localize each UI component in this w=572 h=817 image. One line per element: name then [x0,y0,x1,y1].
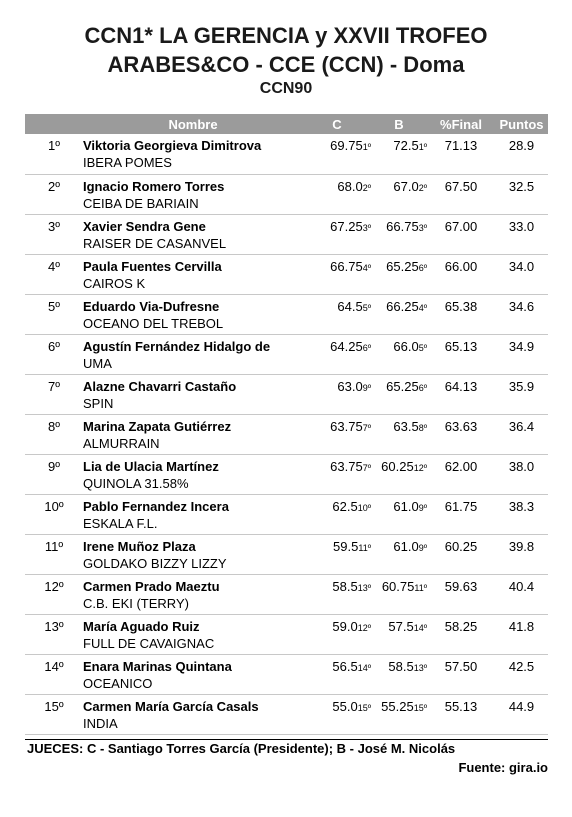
rider-name: Alazne Chavarri Castaño [83,378,237,394]
name-cell [83,654,303,694]
final-percent: 65.38 [444,298,478,314]
horse-name: CAIROS K [83,275,146,291]
rank-c: 5º [362,302,371,313]
page-subtitle: CCN90 [259,80,313,97]
horse-name: OCEANICO [83,675,153,691]
horse-name: UMA [83,355,112,371]
name-cell [83,134,303,174]
rank-c: 15º [357,702,371,713]
name-cell [83,374,303,414]
name-cell [83,294,303,334]
page-title [0,21,572,79]
points: 44.9 [508,698,535,714]
points: 39.8 [508,538,535,554]
final-percent: 66.00 [444,258,478,274]
title-line-1: CCN1* LA GERENCIA y XXVII TROFEO [84,23,488,48]
score-b-cell [371,414,427,454]
position-cell [25,294,83,334]
points-cell [495,334,548,374]
title-line-2: ARABES&CO - CCE (CCN) - Doma [107,52,465,77]
final-cell [427,374,495,414]
table-row [25,534,548,574]
score-b: 60.25 [381,458,414,474]
position-cell [25,174,83,214]
score-c-cell [303,654,371,694]
rider-name: Xavier Sendra Gene [83,218,206,234]
points: 32.5 [508,178,535,194]
final-cell [427,614,495,654]
rider-name: Pablo Fernandez Incera [83,498,229,514]
score-c-cell [303,454,371,494]
table-row [25,254,548,294]
score-b-cell [371,174,427,214]
score-b: 67.0 [393,178,419,194]
rank-b: 5º [418,342,427,353]
score-c-cell [303,214,371,254]
position-cell [25,374,83,414]
points-cell [495,374,548,414]
final-percent: 71.13 [444,138,478,153]
score-b: 66.0 [393,338,419,354]
table-row [25,574,548,614]
rank-b: 6º [418,262,427,273]
score-b: 65.25 [386,378,419,394]
position: 5º [48,298,60,314]
points-cell [495,254,548,294]
position: 8º [48,418,60,434]
score-c-cell [303,294,371,334]
position: 7º [48,378,60,394]
score-c-cell [303,174,371,214]
points-cell [495,134,548,174]
footer [25,739,548,775]
rider-name: Agustín Fernández Hidalgo de [83,338,271,354]
score-c: 63.0 [337,378,363,394]
position-cell [25,454,83,494]
final-cell [427,494,495,534]
final-cell [427,174,495,214]
horse-name: C.B. EKI (TERRY) [83,595,189,611]
results-body [25,134,548,734]
position: 11º [44,538,64,554]
score-c: 66.75 [330,258,363,274]
table-row [25,454,548,494]
column-header-position [25,114,83,134]
score-c: 62.5 [332,498,358,514]
final-cell [427,254,495,294]
rank-b: 4º [418,302,427,313]
table-row [25,414,548,454]
source-note: Fuente: gira.io [458,760,548,775]
final-cell [427,414,495,454]
name-cell [83,694,303,734]
horse-name: QUINOLA 31.58% [83,475,189,491]
score-c: 58.5 [332,578,358,594]
position: 13º [44,618,64,634]
score-b: 58.5 [388,658,414,674]
points: 28.9 [508,138,535,153]
table-row [25,294,548,334]
score-b: 61.0 [393,538,419,554]
rider-name: Paula Fuentes Cervilla [83,258,222,274]
final-percent: 59.63 [444,578,478,594]
score-b: 66.75 [386,218,419,234]
score-b: 66.25 [386,298,419,314]
position-cell [25,134,83,174]
points: 38.3 [508,498,535,514]
rank-b: 6º [418,382,427,393]
name-cell [83,254,303,294]
rank-b: 11º [414,582,427,593]
score-c: 64.5 [337,298,363,314]
rider-name: Carmen María García Casals [83,698,259,714]
position: 3º [48,218,60,234]
rider-name: María Aguado Ruiz [83,618,200,634]
score-b: 63.5 [393,418,419,434]
table-row [25,654,548,694]
rider-name: Ignacio Romero Torres [83,178,225,194]
final-cell [427,214,495,254]
rank-b: 3º [418,222,427,233]
points: 34.9 [508,338,535,354]
position-cell [25,254,83,294]
final-cell [427,694,495,734]
final-cell [427,534,495,574]
rank-c: 7º [362,462,371,473]
rank-c: 10º [357,502,371,513]
rank-b: 15º [413,702,427,713]
points: 33.0 [508,218,535,234]
score-c: 55.0 [332,698,358,714]
position-cell [25,574,83,614]
score-c-cell [303,694,371,734]
rank-b: 13º [413,662,427,673]
score-b-cell [371,214,427,254]
rank-c: 4º [362,262,371,273]
name-cell [83,534,303,574]
name-cell [83,574,303,614]
table-row [25,134,548,174]
horse-name: ALMURRAIN [83,435,160,451]
rider-name: Lia de Ulacia Martínez [83,458,219,474]
score-b-cell [371,494,427,534]
final-percent: 62.00 [444,458,478,474]
table-row [25,214,548,254]
rank-b: 1º [418,142,427,152]
points: 34.6 [508,298,535,314]
rank-c: 2º [362,182,371,193]
score-b: 60.75 [381,578,415,594]
name-cell [83,494,303,534]
score-c: 59.5 [333,538,359,554]
final-percent: 63.63 [444,418,478,434]
score-c-cell [303,254,371,294]
table-row [25,374,548,414]
final-cell [427,294,495,334]
position-cell [25,214,83,254]
score-b-cell [371,614,427,654]
score-c: 59.0 [332,618,358,634]
horse-name: FULL DE CAVAIGNAC [83,635,215,651]
final-percent: 61.75 [444,498,478,514]
rank-b: 12º [413,462,427,473]
score-c: 63.75 [330,458,363,474]
horse-name: SPIN [83,395,114,411]
rank-c: 11º [358,542,371,553]
score-b-cell [371,534,427,574]
points-cell [495,214,548,254]
final-cell [427,654,495,694]
rank-c: 9º [362,382,371,393]
final-percent: 60.25 [444,538,478,554]
score-b-cell [371,654,427,694]
name-cell [83,334,303,374]
rank-c: 6º [362,342,371,353]
score-b-cell [371,694,427,734]
score-c-cell [303,534,371,574]
rider-name: Carmen Prado Maeztu [83,578,220,594]
name-cell [83,174,303,214]
score-b-cell [371,254,427,294]
score-b: 57.5 [388,618,414,634]
points-cell [495,574,548,614]
position: 1º [48,138,60,153]
final-percent: 64.13 [444,378,478,394]
score-b: 65.25 [386,258,419,274]
table-row [25,614,548,654]
position: 2º [48,178,60,194]
points: 38.0 [508,458,535,474]
rider-name: Irene Muñoz Plaza [83,538,196,554]
points-cell [495,294,548,334]
horse-name: RAISER DE CASANVEL [83,235,227,251]
score-b-cell [371,334,427,374]
position-cell [25,334,83,374]
score-c-cell [303,374,371,414]
points-cell [495,174,548,214]
score-c-cell [303,134,371,174]
points-cell [495,614,548,654]
judges-note: JUECES: C - Santiago Torres García (Presidente); B - José M. Nicolás [27,741,456,756]
position: 12º [44,578,64,594]
position: 9º [48,458,60,474]
score-c: 69.75 [330,138,363,153]
points: 34.0 [508,258,535,274]
rider-name: Enara Marinas Quintana [83,658,232,674]
score-c: 56.5 [332,658,358,674]
horse-name: OCEANO DEL TREBOL [83,315,224,331]
final-percent: 67.50 [444,178,478,194]
final-cell [427,454,495,494]
rider-name: Eduardo Via-Dufresne [83,298,220,314]
position-cell [25,654,83,694]
horse-name: IBERA POMES [83,155,172,170]
points-cell [495,654,548,694]
final-cell [427,334,495,374]
horse-name: ESKALA F.L. [83,515,158,531]
score-c: 64.25 [330,338,363,354]
points-cell [495,534,548,574]
score-b-cell [371,294,427,334]
column-header-final: %Final [427,114,495,134]
points-cell [495,454,548,494]
horse-name: GOLDAKO BIZZY LIZZY [83,555,227,571]
score-c-cell [303,494,371,534]
points: 42.5 [508,658,535,674]
points: 36.4 [508,418,535,434]
score-c: 67.25 [330,218,363,234]
rank-c: 7º [362,422,371,433]
rank-b: 2º [418,182,427,193]
final-percent: 57.50 [444,658,478,674]
position: 14º [44,658,64,674]
score-b: 55.25 [381,698,414,714]
column-header-puntos: Puntos [495,114,548,134]
column-header-b: B [371,114,427,134]
results-table [25,114,548,735]
score-b-cell [371,454,427,494]
score-c: 68.0 [337,178,363,194]
rank-c: 12º [357,622,371,633]
table-row [25,334,548,374]
score-b-cell [371,374,427,414]
table-row [25,694,548,734]
table-row [25,494,548,534]
position: 15º [44,698,64,714]
position-cell [25,414,83,454]
name-cell [83,614,303,654]
score-c: 63.75 [330,418,363,434]
rank-c: 1º [362,142,371,152]
position: 10º [44,498,64,514]
points: 41.8 [508,618,535,634]
score-c-cell [303,414,371,454]
rank-b: 8º [418,422,427,433]
table-header-row [25,114,548,134]
rank-b: 9º [418,542,427,553]
column-header-c: C [303,114,371,134]
rank-b: 9º [418,502,427,513]
final-cell [427,134,495,174]
points-cell [495,494,548,534]
points: 35.9 [508,378,535,394]
name-cell [83,214,303,254]
position-cell [25,614,83,654]
rank-c: 3º [362,222,371,233]
points-cell [495,694,548,734]
rank-b: 14º [413,622,427,633]
position-cell [25,694,83,734]
score-b-cell [371,574,427,614]
horse-name: INDIA [83,715,118,731]
score-b: 72.5 [393,138,419,153]
position: 4º [48,258,60,274]
points: 40.4 [508,578,535,594]
final-cell [427,574,495,614]
score-b: 61.0 [393,498,419,514]
points-cell [495,414,548,454]
final-percent: 65.13 [444,338,478,354]
table-row [25,174,548,214]
column-header-nombre: Nombre [83,114,303,134]
position-cell [25,534,83,574]
horse-name: CEIBA DE BARIAIN [83,195,199,211]
score-c-cell [303,614,371,654]
score-b-cell [371,134,427,174]
name-cell [83,454,303,494]
rank-c: 13º [357,582,371,593]
score-c-cell [303,334,371,374]
position-cell [25,494,83,534]
final-percent: 67.00 [444,218,478,234]
rank-c: 14º [357,662,371,673]
rider-name: Viktoria Georgieva Dimitrova [83,138,262,153]
rider-name: Marina Zapata Gutiérrez [83,418,232,434]
final-percent: 58.25 [444,618,478,634]
position: 6º [48,338,60,354]
final-percent: 55.13 [444,698,478,714]
score-c-cell [303,574,371,614]
name-cell [83,414,303,454]
